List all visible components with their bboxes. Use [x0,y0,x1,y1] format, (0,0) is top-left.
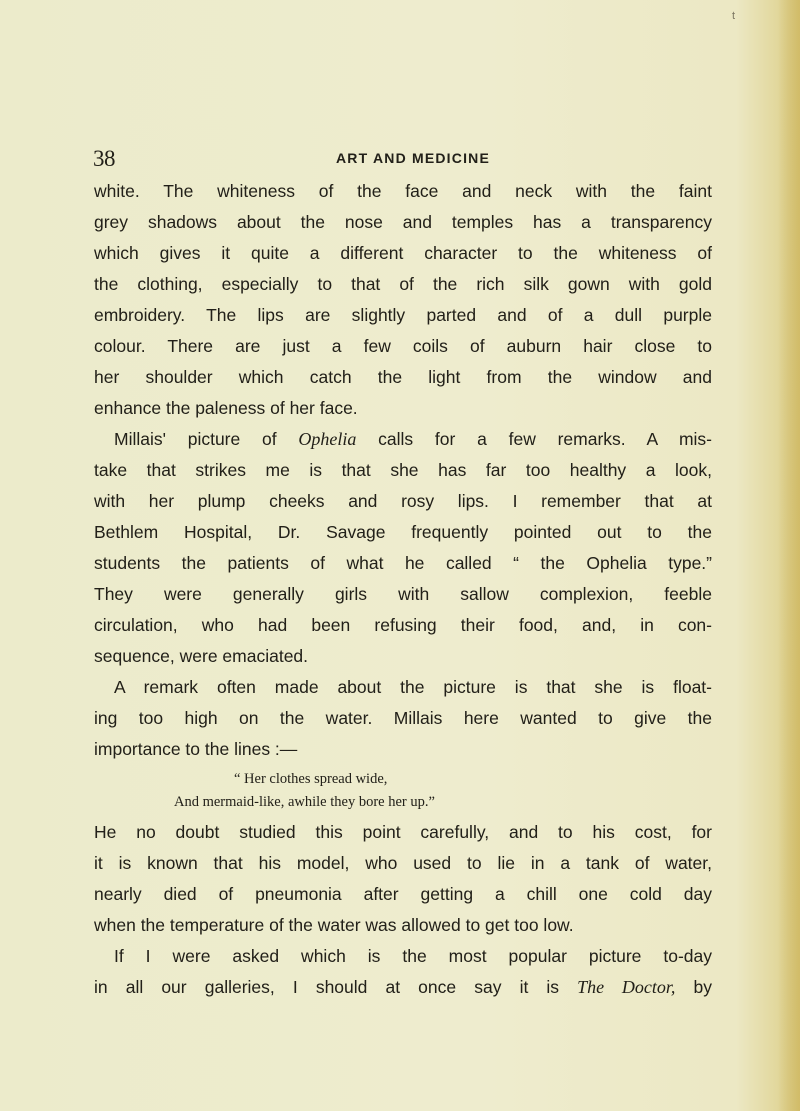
text-line: He no doubt studied this point carefully, and to his cost, for [94,822,712,842]
page-header [0,146,800,176]
verse-quotation [94,765,712,817]
text-run: calls for a few remarks. A mis- [356,429,712,449]
text-line: take that strikes me is that she has far too healthy a look, [94,460,712,480]
text-line: They were generally girls with sallow complexion, feeble [94,584,712,604]
text-line: A remark often made about the picture is that she is float- [114,677,712,697]
text-line: importance to the lines :— [94,739,298,759]
text-line: which gives it quite a different character to the whiteness of [94,243,712,263]
page-number: 38 [93,146,115,171]
text-line: sequence, were emaciated. [94,646,309,666]
text-line: her shoulder which catch the light from the window and [94,367,712,387]
text-line [94,972,712,1003]
text-run: in all our galleries, I should at once say it is [94,977,578,997]
text-line: grey shadows about the nose and temples has a transparency [94,212,712,232]
italic-title-ophelia: Ophelia [298,429,357,449]
text-line [94,424,712,455]
text-line: colour. There are just a few coils of auburn hair close to [94,336,712,356]
text-run: Millais' picture of [114,429,299,449]
text-run: by [675,977,712,997]
text-line: it is known that his model, who used to lie in a tank of water, [94,853,712,873]
text-line: the clothing, especially to that of the rich silk gown with gold [94,274,712,294]
text-line: embroidery. The lips are slightly parted and of a dull purple [94,305,712,325]
italic-title-the-doctor: The Doctor, [577,977,676,997]
text-line: enhance the paleness of her face. [94,398,358,418]
quote-line: “ Her clothes spread wide, [234,771,388,787]
text-line: when the temperature of the water was allowed to get too low. [94,915,574,935]
corner-mark: t [732,10,736,22]
text-line: circulation, who had been refusing their food, and, in con- [94,615,712,635]
text-line: white. The whiteness of the face and neck with the faint [94,181,712,201]
text-line: with her plump cheeks and rosy lips. I remember that at [94,491,712,511]
text-line: nearly died of pneumonia after getting a chill one cold day [94,884,712,904]
quote-line: And mermaid-like, awhile they bore her up.” [174,794,435,810]
running-head: ART AND MEDICINE [336,150,491,166]
body-text [94,176,712,1003]
text-line: students the patients of what he called “ the Ophelia type.” [94,553,712,573]
text-line: ing too high on the water. Millais here wanted to give the [94,708,712,728]
text-line: If I were asked which is the most popular picture to-day [114,946,712,966]
text-line: Bethlem Hospital, Dr. Savage frequently pointed out to the [94,522,712,542]
